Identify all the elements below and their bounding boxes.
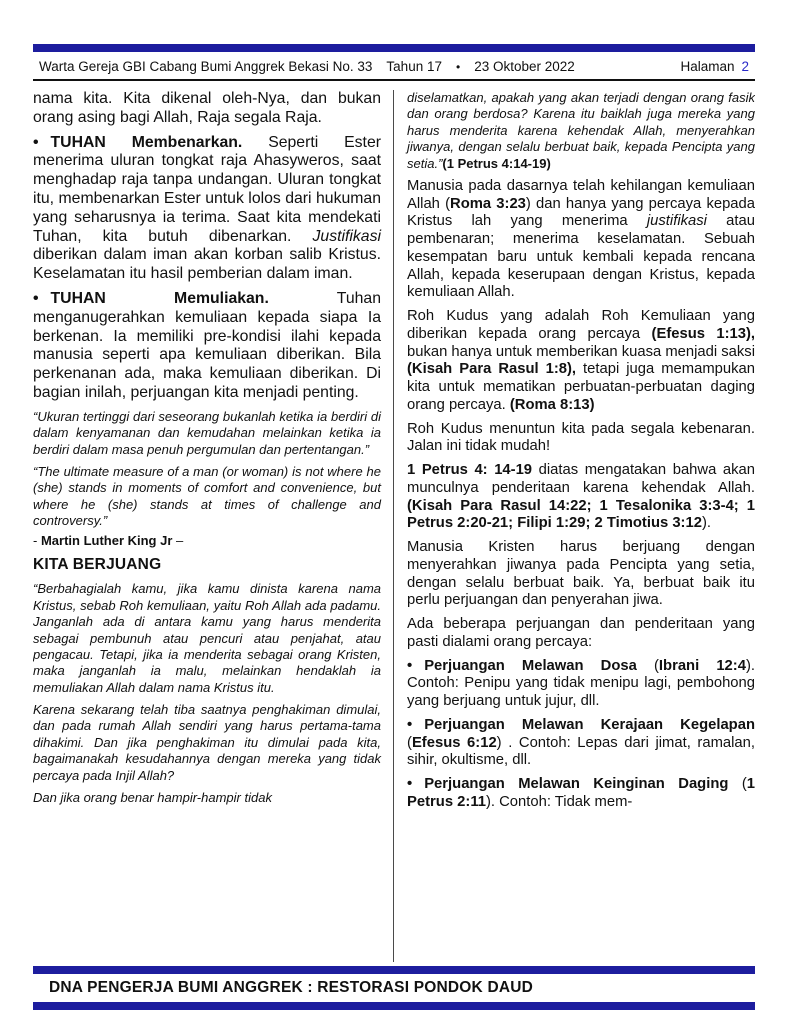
right-column: [394, 90, 755, 966]
bullet-icon: •: [33, 289, 39, 307]
text-segment: (: [636, 657, 659, 674]
scripture-reference: (Kisah Para Rasul 1:8),: [407, 361, 577, 378]
text-segment: Manusia pada dasarnya telah kehilangan kemuliaan Allah (: [407, 177, 755, 212]
scripture-reference: 1 Petrus 2:11: [407, 776, 755, 810]
top-bar: [33, 44, 755, 52]
scripture-quote-3: Dan jika orang benar hampir-hampir tidak: [33, 789, 272, 805]
scripture-reference: (Roma 8:13): [509, 396, 595, 413]
page-label: Halaman: [680, 59, 735, 74]
separator-dot-icon: •: [455, 60, 461, 74]
scripture-reference: Efesus 6:12: [411, 734, 497, 751]
page-number: 2: [741, 59, 749, 74]
scripture-reference: (Kisah Para Rasul 14:22; 1 Tesalonika 3:3-4; 1 Petrus 2:20-21; Filipi 1:29; 2 Timotius 3:12: [407, 497, 755, 532]
bullet-point-tuhan-membenarkan: [33, 134, 381, 284]
scripture-quote-2: Karena sekarang telah tiba saatnya penghakiman dimulai, dan pada rumah Allah sendiri yang harus pertama-tama dihakimi. Dan jika penghakiman itu dimulai pada kita, bagaimanakah kesudahannya dengan mereka yang tidak percaya pada Injil Allah?: [33, 702, 381, 783]
text-segment: Roh Kudus yang adalah Roh Kemuliaan yang diberikan kepada orang percaya: [407, 308, 755, 342]
text-segment: atau pembenaran; menerima keselamatan. Sebuah kesempatan baru untuk kembali kepada rencana Allah, kepada keserupaan dengan Kristus, kepada kemuliaan Allah.: [407, 213, 755, 301]
text-segment: diatas mengatakan bahwa akan munculnya penderitaan karena kehendak Allah.: [407, 462, 755, 496]
scripture-reference: (Efesus 1:13),: [651, 325, 755, 342]
footer-top-bar: [33, 966, 755, 974]
paragraph-penderitaan: [407, 462, 755, 533]
section-heading: KITA BERJUANG: [33, 556, 162, 574]
quote-indonesian: “Ukuran tertinggi dari seseorang bukanlah ketika ia berdiri di dalam kenyamanan dan kemudahan melainkan ketika ia berdiri dalam masa penuh pergumulan dan pertentangan.”: [33, 408, 381, 457]
text-segment: (: [407, 734, 412, 751]
bullet-title: Perjuangan Melawan Kerajaan Kegelapan: [424, 716, 755, 733]
issue-date: 23 Oktober 2022: [474, 59, 575, 74]
quote-english: “The ultimate measure of a man (or woman) is not where he (she) stands in moments of comfort and convenience, but where he (she) stands at times of challenge and controversy.”: [33, 463, 381, 528]
bullet-point-melawan-dosa: [407, 658, 755, 711]
text-segment: ) . Contoh: Lepas dari jimat, ramalan, sihir, okultisme, dll.: [407, 734, 755, 769]
paragraph-intro-list: Ada beberapa perjuangan dan penderitaan yang pasti dialami orang percaya:: [407, 616, 755, 650]
scripture-reference: 1 Petrus 4: 14-19: [407, 462, 533, 479]
left-column: [33, 90, 393, 966]
bullet-point-melawan-kegelapan: [407, 717, 755, 770]
text-segment: –: [172, 533, 184, 549]
text-segment: diselamatkan, apakah yang akan terjadi dengan orang fasik dan orang berdosa? Karena itu baiklah juga mereka yang harus menderita karena kehendak Allah, menyerahkan jiwanya, dengan selalu berbuat baik, kepada Pencipta yang setia.”: [407, 90, 755, 171]
emphasis-term: justifikasi: [646, 213, 707, 230]
text-segment: ).: [701, 515, 711, 532]
paragraph-berjuang: Manusia Kristen harus berjuang dengan menyerahkan jiwanya pada Pencipta yang setia, dengan selalu berbuat baik. Ya, berbuat baik itu perlu perjuangan dan penyerahan jiwa.: [407, 539, 755, 609]
text-segment: (: [728, 776, 747, 793]
scripture-reference: Ibrani 12:4: [658, 657, 746, 674]
text-segment: Seperti Ester menerima uluran tongkat raja Ahasyweros, saat menghadap raja tanpa undangan. Uluran tongkat itu, membenarkan Ester untuk lolos dari hukuman yang seharusnya ia terima. Saat kita mendekati Tuhan, kita butuh dibenarkan.: [33, 133, 381, 245]
text-segment: ) dan hanya yang percaya kepada Kristus lah yang menerima: [407, 195, 755, 230]
paragraph-kemuliaan: [407, 178, 755, 302]
paragraph-continuation: nama kita. Kita dikenal oleh-Nya, dan bukan orang asing bagi Allah, Raja segala Raja.: [33, 90, 381, 126]
bullet-title: TUHAN Memuliakan.: [50, 289, 269, 307]
bullet-title: TUHAN Membenarkan.: [50, 133, 243, 151]
bullet-title: Perjuangan Melawan Keinginan Daging: [424, 776, 729, 793]
page-indicator: [680, 59, 749, 74]
bullet-title: Perjuangan Melawan Dosa: [424, 657, 637, 674]
masthead-year: Tahun 17: [386, 59, 442, 74]
text-segment: tetapi juga memampukan kita untuk mematikan perbuatan-perbuatan daging orang percaya.: [407, 361, 755, 413]
bullet-icon: •: [33, 133, 39, 151]
bullet-icon: •: [407, 657, 413, 674]
emphasis-term: Justifikasi: [312, 227, 381, 245]
bullet-point-tuhan-memuliakan: [33, 290, 381, 403]
content-columns: [33, 81, 755, 966]
paragraph-roh-kudus: [407, 308, 755, 415]
quote-attribution: [33, 533, 381, 548]
bullet-icon: •: [407, 716, 413, 733]
text-segment: ). Contoh: Tidak mem-: [485, 793, 633, 810]
text-segment: bukan hanya untuk memberikan kuasa menjadi saksi: [407, 343, 755, 360]
text-segment: -: [33, 533, 41, 549]
scripture-reference: Roma 3:23: [450, 195, 526, 212]
scripture-quote-continuation: [407, 90, 755, 172]
text-segment: Tuhan menganugerahkan kemuliaan kepada siapa Ia berkenan. Ia memiliki pre-kondisi ilahi kepada manusia seperti apa kemuliaan diberikan. Bila perkenanan ada, maka kemuliaan diberikan. Di bagian inilah, perjuangan kita menjadi penting.: [33, 289, 382, 401]
masthead-title: Warta Gereja GBI Cabang Bumi Anggrek Bekasi No. 33: [39, 59, 373, 74]
paragraph-kebenaran: Roh Kudus menuntun kita pada segala kebenaran. Jalan ini tidak mudah!: [407, 420, 755, 455]
footer-title: DNA PENGERJA BUMI ANGGREK : RESTORASI PONDOK DAUD: [49, 979, 534, 996]
text-segment: ). Contoh: Penipu yang tidak menipu lagi, pembohong yang berjuang untuk jujur, dll.: [407, 657, 755, 710]
scripture-reference: (1 Petrus 4:14-19): [442, 155, 551, 171]
attribution-name: Martin Luther King Jr: [40, 533, 173, 549]
bullet-point-melawan-daging: [407, 776, 755, 812]
text-segment: diberikan dalam iman akan korban salib Kristus. Keselamatan itu hasil pemberian dalam iman.: [33, 246, 381, 283]
masthead: [33, 52, 755, 79]
footer-bottom-bar: [33, 1002, 755, 1010]
bullet-icon: •: [407, 776, 413, 793]
scripture-quote-1: “Berbahagialah kamu, jika kamu dinista karena nama Kristus, sebab Roh kemuliaan, yaitu Roh Allah ada padamu. Janganlah ada di antara kamu yang harus menderita sebagai pembunuh atau pencuri atau penjahat, atau pengacau. Tetapi, jika ia menderita sebagai orang Kristen, maka janganlah ia malu, melainkan hendaklah ia memuliakan Allah dalam nama Kristus itu.: [33, 581, 381, 695]
